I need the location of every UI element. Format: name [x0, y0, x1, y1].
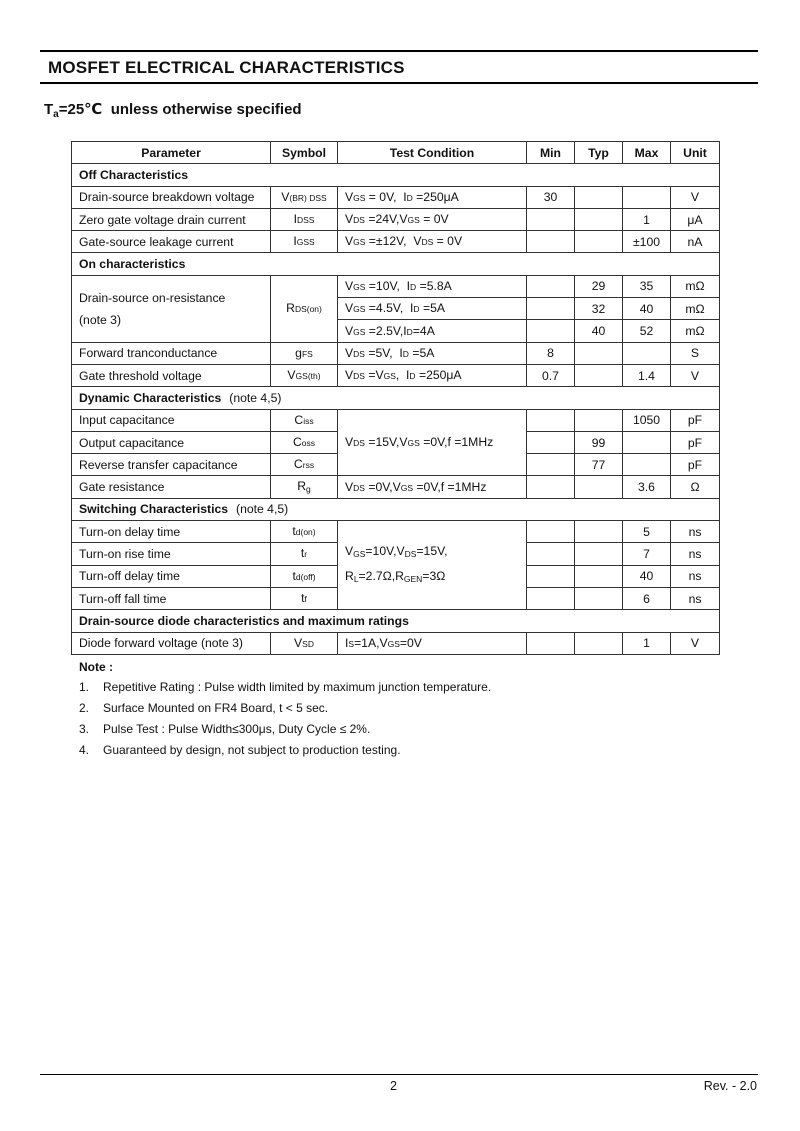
- table-row: Drain-source breakdown voltage V(BR) DSS VGS = 0V, ID =250μA 30 V: [72, 186, 720, 208]
- header-symbol: Symbol: [271, 142, 338, 164]
- test-condition: $V_{GS}=10V,V_{DS}=15V$, $R_L=2.7\Omega,R_{GEN}=3\Omega$: [338, 521, 527, 610]
- table-row: Forward tranconductance gFS VDS =5V, ID =5A 8 S: [72, 342, 720, 364]
- table-row: VGS =4.5V, ID =5A 32 40 mΩ: [72, 298, 720, 320]
- table-row: VGS =2.5V,ID=4A 40 52 mΩ: [72, 320, 720, 342]
- table-row: Reverse transfer capacitance Crss 77 pF: [72, 454, 720, 476]
- section-row-diode: Drain-source diode characteristics and maximum ratings: [72, 610, 720, 632]
- header-test-condition: Test Condition: [338, 142, 527, 164]
- table-header-row: [72, 142, 720, 164]
- table-row: Input capacitance Ciss VDS =15V,VGS =0V,f =1MHz 1050 pF: [72, 409, 720, 431]
- symbol: $R_g$: [271, 476, 338, 498]
- table-row: Drain-source on-resistance (note 3) RDS(on) VGS =10V, ID =5.8A 29 35 mΩ: [72, 275, 720, 297]
- title-rule: [40, 82, 758, 84]
- notes-heading: Note :: [79, 660, 113, 674]
- characteristics-table: [71, 141, 720, 655]
- footer-rule: [40, 1074, 758, 1075]
- header-max: Max: [623, 142, 671, 164]
- table-row: Turn-on rise time tr 7 ns: [72, 543, 720, 565]
- section-row-switching: Switching Characteristics (note 4,5): [72, 498, 720, 520]
- header-parameter: Parameter: [72, 142, 271, 164]
- symbol: Coss: [271, 431, 338, 453]
- test-condition: IS=1A,VGS=0V: [338, 632, 527, 654]
- table-row: Gate threshold voltage VGS(th) VDS =VGS, ID =250μA 0.7 1.4 V: [72, 364, 720, 386]
- section-row-on: On characteristics: [72, 253, 720, 275]
- revision-label: Rev. - 2.0: [703, 1079, 757, 1093]
- note-item: 4. Guaranteed by design, not subject to production testing.: [79, 743, 401, 757]
- test-condition: VDS =0V,VGS =0V,f =1MHz: [338, 476, 527, 498]
- symbol: td(off): [271, 565, 338, 587]
- test-condition: VDS =VGS, ID =250μA: [338, 364, 527, 386]
- section-row-dynamic: Dynamic Characteristics (note 4,5): [72, 387, 720, 409]
- table-row: Gate-source leakage current IGSS VGS =±12V, VDS = 0V ±100 nA: [72, 231, 720, 253]
- test-condition: VGS = 0V, ID =250μA: [338, 186, 527, 208]
- header-min: Min: [527, 142, 575, 164]
- test-condition: VDS =15V,VGS =0V,f =1MHz: [338, 409, 527, 476]
- rds-parameter: Drain-source on-resistance (note 3): [72, 275, 271, 342]
- section-row-off: Off Characteristics: [72, 164, 720, 186]
- top-rule: [40, 50, 758, 52]
- symbol: VGS(th): [271, 364, 338, 386]
- header-unit: Unit: [671, 142, 720, 164]
- table-row: Diode forward voltage (note 3) VSD IS=1A,VGS=0V 1 V: [72, 632, 720, 654]
- symbol: tr: [271, 543, 338, 565]
- test-condition: VGS =2.5V,ID=4A: [338, 320, 527, 342]
- note-item: 3. Pulse Test : Pulse Width≤300μs, Duty Cycle ≤ 2%.: [79, 722, 371, 736]
- page-number: 2: [390, 1079, 397, 1093]
- test-condition: VGS =±12V, VDS = 0V: [338, 231, 527, 253]
- symbol: IDSS: [271, 208, 338, 230]
- symbol: RDS(on): [271, 275, 338, 342]
- note-item: 1. Repetitive Rating : Pulse width limited by maximum junction temperature.: [79, 680, 492, 694]
- symbol: td(on): [271, 521, 338, 543]
- symbol: V(BR) DSS: [271, 186, 338, 208]
- table-row: Turn-off delay time td(off) 40 ns: [72, 565, 720, 587]
- table-row: Turn-on delay time td(on) $V_{GS}=10V,V_{DS}=15V$, $R_L=2.7\Omega,R_{GEN}=3\Omega$ 5 ns: [72, 521, 720, 543]
- table-row: Output capacitance Coss 99 pF: [72, 431, 720, 453]
- symbol: tf: [271, 587, 338, 609]
- note-item: 2. Surface Mounted on FR4 Board, t < 5 sec.: [79, 701, 329, 715]
- table-row: Zero gate voltage drain current IDSS VDS =24V,VGS = 0V 1 μA: [72, 208, 720, 230]
- table-row: Turn-off fall time tf 6 ns: [72, 587, 720, 609]
- condition-heading: $T_a=25℃$ unless otherwise specified: [44, 101, 302, 120]
- table-row: Gate resistance $R_g$ VDS =0V,VGS =0V,f =1MHz 3.6 Ω: [72, 476, 720, 498]
- notes-section: [79, 660, 491, 764]
- symbol: IGSS: [271, 231, 338, 253]
- test-condition: VGS =10V, ID =5.8A: [338, 275, 527, 297]
- header-typ: Typ: [575, 142, 623, 164]
- test-condition: VDS =24V,VGS = 0V: [338, 208, 527, 230]
- symbol: gFS: [271, 342, 338, 364]
- symbol: VSD: [271, 632, 338, 654]
- test-condition: VDS =5V, ID =5A: [338, 342, 527, 364]
- symbol: Ciss: [271, 409, 338, 431]
- symbol: Crss: [271, 454, 338, 476]
- page-title: MOSFET ELECTRICAL CHARACTERISTICS: [48, 58, 405, 77]
- test-condition: VGS =4.5V, ID =5A: [338, 298, 527, 320]
